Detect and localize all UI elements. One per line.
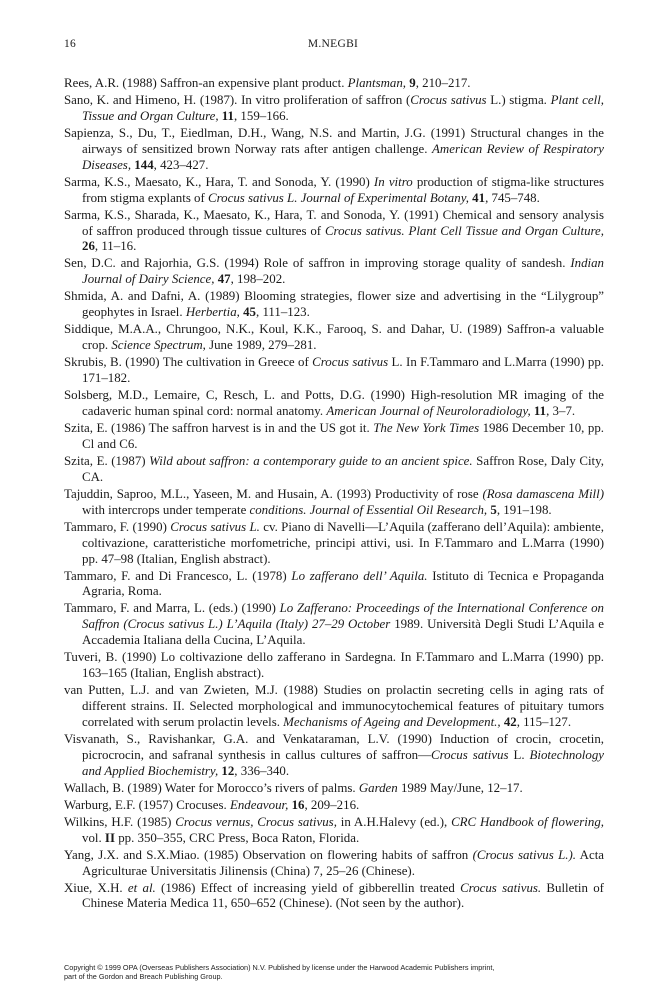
reference-list xyxy=(64,76,604,913)
reference-text: 45 xyxy=(243,305,256,320)
reference-entry xyxy=(64,355,604,387)
page-number: 16 xyxy=(64,38,77,50)
reference-text: Plantsman, xyxy=(347,76,407,90)
reference-text: II xyxy=(104,830,115,845)
reference-text: , 191–198. xyxy=(496,502,552,517)
reference-text: Lo zafferano dell’ Aquila. xyxy=(291,568,428,583)
reference-text: 1989. Università Degli Studi L’Aquila e Accademia Italiana della Cucina, L’Aquila. xyxy=(82,617,605,648)
reference-text: 11 xyxy=(221,108,234,123)
reference-text: Tuveri, B. (1990) Lo coltivazione dello zafferano in Sardegna. In F.Tammaro and L.Marra (1990) pp. 163–165 (Italian, English abstract). xyxy=(64,650,604,681)
reference-entry xyxy=(64,520,604,568)
reference-entry xyxy=(64,126,604,174)
copyright-line-2: part of the Gordon and Breach Publishing Group. xyxy=(64,971,223,981)
reference-entry xyxy=(64,781,604,797)
reference-text: Sapienza, S., Du, T., Eiedlman, D.H., Wang, N.S. and Martin, J.G. (1991) Structural changes in the airways of sensitized brown Norway rats after antigen challenge. xyxy=(64,125,604,156)
reference-entry xyxy=(64,76,604,92)
reference-text: , 423–427. xyxy=(153,157,209,172)
reference-text: Xiue, X.H. xyxy=(64,880,128,895)
reference-text: Wallach, B. (1989) Water for Morocco’s rivers of palms. xyxy=(64,780,359,795)
reference-entry xyxy=(64,683,604,731)
reference-text: Szita, E. (1986) The saffron harvest is in and the US got it. xyxy=(64,420,374,435)
reference-entry xyxy=(64,815,604,847)
reference-text: June 1989, 279–281. xyxy=(205,338,317,353)
reference-text: 47 xyxy=(217,272,231,287)
running-head: M.NEGBI xyxy=(307,38,359,50)
reference-text: Crocus sativus xyxy=(312,355,389,370)
page-header xyxy=(64,38,602,54)
reference-text: Mechanisms of Ageing and Development., xyxy=(283,714,501,729)
reference-entry xyxy=(64,732,604,780)
reference-text: Biotechnology and Applied Biochemistry, xyxy=(82,747,604,778)
reference-text: CRC Handbook of flowering, xyxy=(451,814,604,829)
copyright-footer xyxy=(64,964,604,981)
reference-entry xyxy=(64,487,604,519)
reference-text: 42 xyxy=(503,714,517,729)
reference-text: L. In F.Tammaro and L.Marra (1990) pp. 171–182. xyxy=(82,355,605,386)
reference-text: Visvanath, S., Ravishankar, G.A. and Venkataraman, L.V. (1990) Induction of crocin, crocetin, picrocrocin, and safranal synthesis in callus cultures of saffron— xyxy=(64,731,604,762)
reference-text: The New York Times xyxy=(373,420,480,435)
reference-text: , 3–7. xyxy=(546,403,576,418)
reference-text: Crocus sativus. Plant Cell Tissue and Organ Culture, xyxy=(324,223,605,238)
reference-text: Indian Journal of Dairy Science, xyxy=(82,256,604,287)
reference-text: Shmida, A. and Dafni, A. (1989) Blooming strategies, flower size and advertising in the “Lilygroup” geophytes in Israel. xyxy=(64,289,604,320)
reference-text: Herbertia, xyxy=(185,305,240,320)
reference-text: , 11–16. xyxy=(94,239,137,254)
reference-text: Crocus sativus L. Journal of Experimental Botany, xyxy=(208,190,469,205)
reference-text: , 198–202. xyxy=(230,272,286,287)
reference-entry xyxy=(64,322,604,354)
reference-text: Crocus sativus L. xyxy=(170,519,260,534)
reference-text: L. xyxy=(508,747,530,762)
reference-text: with intercrops under temperate xyxy=(82,502,250,517)
reference-text: cv. Piano di Navelli—L’Aquila (zafferano dell’Aquila): ambiente, coltivazione, caratteristiche morfometriche, principi attivi, usi. In F.Tammaro and L.Marra (1990) pp. 47–98 (Italian, English abstract). xyxy=(82,519,604,566)
reference-text: Tammaro, F. and Marra, L. (eds.) (1990) xyxy=(64,601,280,616)
reference-entry xyxy=(64,798,604,814)
reference-entry xyxy=(64,881,604,913)
reference-entry xyxy=(64,93,604,125)
reference-text: (1986) Effect of increasing yield of gibberellin treated xyxy=(155,880,461,895)
reference-text: Sano, K. and Himeno, H. (1987). In vitro proliferation of saffron ( xyxy=(64,93,411,107)
reference-text: Tammaro, F. (1990) xyxy=(64,519,171,534)
reference-text: Plant cell, Tissue and Organ Culture, xyxy=(82,93,604,123)
reference-text: 12 xyxy=(221,763,235,778)
reference-entry xyxy=(64,454,604,486)
reference-text: , 209–216. xyxy=(304,797,360,812)
reference-text: pp. 350–355, CRC Press, Boca Raton, Florida. xyxy=(114,830,360,845)
reference-text: Solsberg, M.D., Lemaire, C, Resch, L. and Potts, D.G. (1990) High-resolution MR imaging of the cadaveric human spinal cord: normal anatomy. xyxy=(64,388,604,418)
reference-text: Yang, J.X. and S.X.Miao. (1985) Observation on flowering habits of saffron xyxy=(64,847,473,862)
reference-text: et al. xyxy=(127,880,156,895)
reference-text: (Crocus sativus L.). xyxy=(472,847,577,862)
reference-text: Szita, E. (1987) xyxy=(64,453,150,468)
reference-text: Wilkins, H.F. (1985) xyxy=(64,814,176,829)
reference-text: Crocus sativus xyxy=(431,747,509,762)
reference-text: Lo Zafferano: Proceedings of the International Conference on Saffron (Crocus sativus L.) L’Aquila (Italy) 27–29 October xyxy=(82,601,604,632)
reference-text: Bulletin of Chinese Materia Medica 11, 650–652 (Chinese). (Not seen by the author). xyxy=(82,880,604,911)
reference-text: Sarma, K.S., Maesato, K., Hara, T. and Sonoda, Y. (1990) xyxy=(64,174,374,189)
reference-text: , 115–127. xyxy=(516,714,572,729)
reference-text: Crocus sativus xyxy=(410,93,487,107)
reference-text: (Rosa damascena Mill) xyxy=(482,486,604,501)
reference-text: 9 xyxy=(409,76,416,90)
reference-text: 11 xyxy=(533,403,547,418)
reference-entry xyxy=(64,208,604,256)
reference-text: 41 xyxy=(472,190,486,205)
reference-text: Sarma, K.S., Sharada, K., Maesato, K., Hara, T. and Sonoda, Y. (1991) Chemical and sensory analysis of saffron produced through tissue cultures of xyxy=(64,207,604,238)
reference-text: conditions. Journal of Essential Oil Research, xyxy=(249,502,488,517)
reference-text: , 111–123. xyxy=(256,305,310,320)
reference-text: 26 xyxy=(82,239,95,254)
copyright-line-1: Copyright © 1999 OPA (Overseas Publishers Association) N.V. Published by license under the Harwood Academic Publishers imprint, xyxy=(64,963,495,972)
reference-text: 1989 May/June, 12–17. xyxy=(397,780,523,795)
reference-text: Skrubis, B. (1990) The cultivation in Greece of xyxy=(64,355,313,370)
reference-text: L.) stigma. xyxy=(486,93,551,107)
reference-text: , 159–166. xyxy=(233,108,289,123)
reference-entry xyxy=(64,175,604,207)
reference-text: Wild about saffron: a contemporary guide to an ancient spice. xyxy=(149,453,473,468)
reference-text: Science Spectrum, xyxy=(111,338,206,353)
reference-entry xyxy=(64,256,604,288)
reference-text: , 210–217. xyxy=(415,76,471,90)
reference-text: Tajuddin, Saproo, M.L., Yaseen, M. and Husain, A. (1993) Productivity of rose xyxy=(64,486,483,501)
reference-text: Endeavour, xyxy=(229,797,289,812)
reference-text: Acta Agriculturae Universitatis Jilinensis (China) 7, 25–26 (Chinese). xyxy=(82,847,604,878)
reference-text: Istituto di Tecnica e Propaganda Agraria, Roma. xyxy=(82,568,604,599)
reference-entry xyxy=(64,601,604,649)
reference-text: Tammaro, F. and Di Francesco, L. (1978) xyxy=(64,568,292,583)
reference-text: Crocus sativus. xyxy=(460,880,542,895)
reference-entry xyxy=(64,650,604,682)
reference-text: in A.H.Halevy (ed.), xyxy=(336,814,452,829)
reference-text: 1986 December 10, pp. Cl and C6. xyxy=(82,420,604,451)
reference-entry xyxy=(64,289,604,321)
reference-text: Crocus vernus, Crocus sativus, xyxy=(175,814,337,829)
reference-entry xyxy=(64,569,604,601)
reference-entry xyxy=(64,848,604,880)
reference-text: 5 xyxy=(490,502,497,517)
reference-text: In vitro xyxy=(373,174,413,189)
reference-text: vol. xyxy=(82,830,105,845)
reference-text: production of stigma-like structures from stigma explants of xyxy=(82,174,604,205)
reference-text: Siddique, M.A.A., Chrungoo, N.K., Koul, K.K., Farooq, S. and Dahar, U. (1989) Saffron-a valuable crop. xyxy=(64,322,604,353)
reference-text: Rees, A.R. (1988) Saffron-an expensive plant product. xyxy=(64,76,348,90)
reference-text: 16 xyxy=(291,797,305,812)
reference-text: Sen, D.C. and Rajorhia, G.S. (1994) Role of saffron in improving storage quality of sandesh. xyxy=(64,256,571,271)
reference-text: , 745–748. xyxy=(485,190,540,205)
reference-entry xyxy=(64,421,604,453)
reference-text: Warburg, E.F. (1957) Crocuses. xyxy=(64,797,230,812)
reference-text: 144 xyxy=(134,157,154,172)
reference-entry xyxy=(64,388,604,420)
reference-text: Garden xyxy=(358,780,398,795)
reference-text: American Journal of Neuroloradiology, xyxy=(326,403,531,418)
reference-text: van Putten, L.J. and van Zwieten, M.J. (1988) Studies on prolactin secreting cells in aging rats of different strains. II. Selected morphological and immunocytochemical features of pituitary tumors correlated with serum prolactin levels. xyxy=(64,683,604,729)
reference-text: Saffron Rose, Daly City, CA. xyxy=(82,453,604,484)
reference-text: American Review of Respiratory Diseases, xyxy=(82,141,604,172)
reference-text: , 336–340. xyxy=(234,763,290,778)
